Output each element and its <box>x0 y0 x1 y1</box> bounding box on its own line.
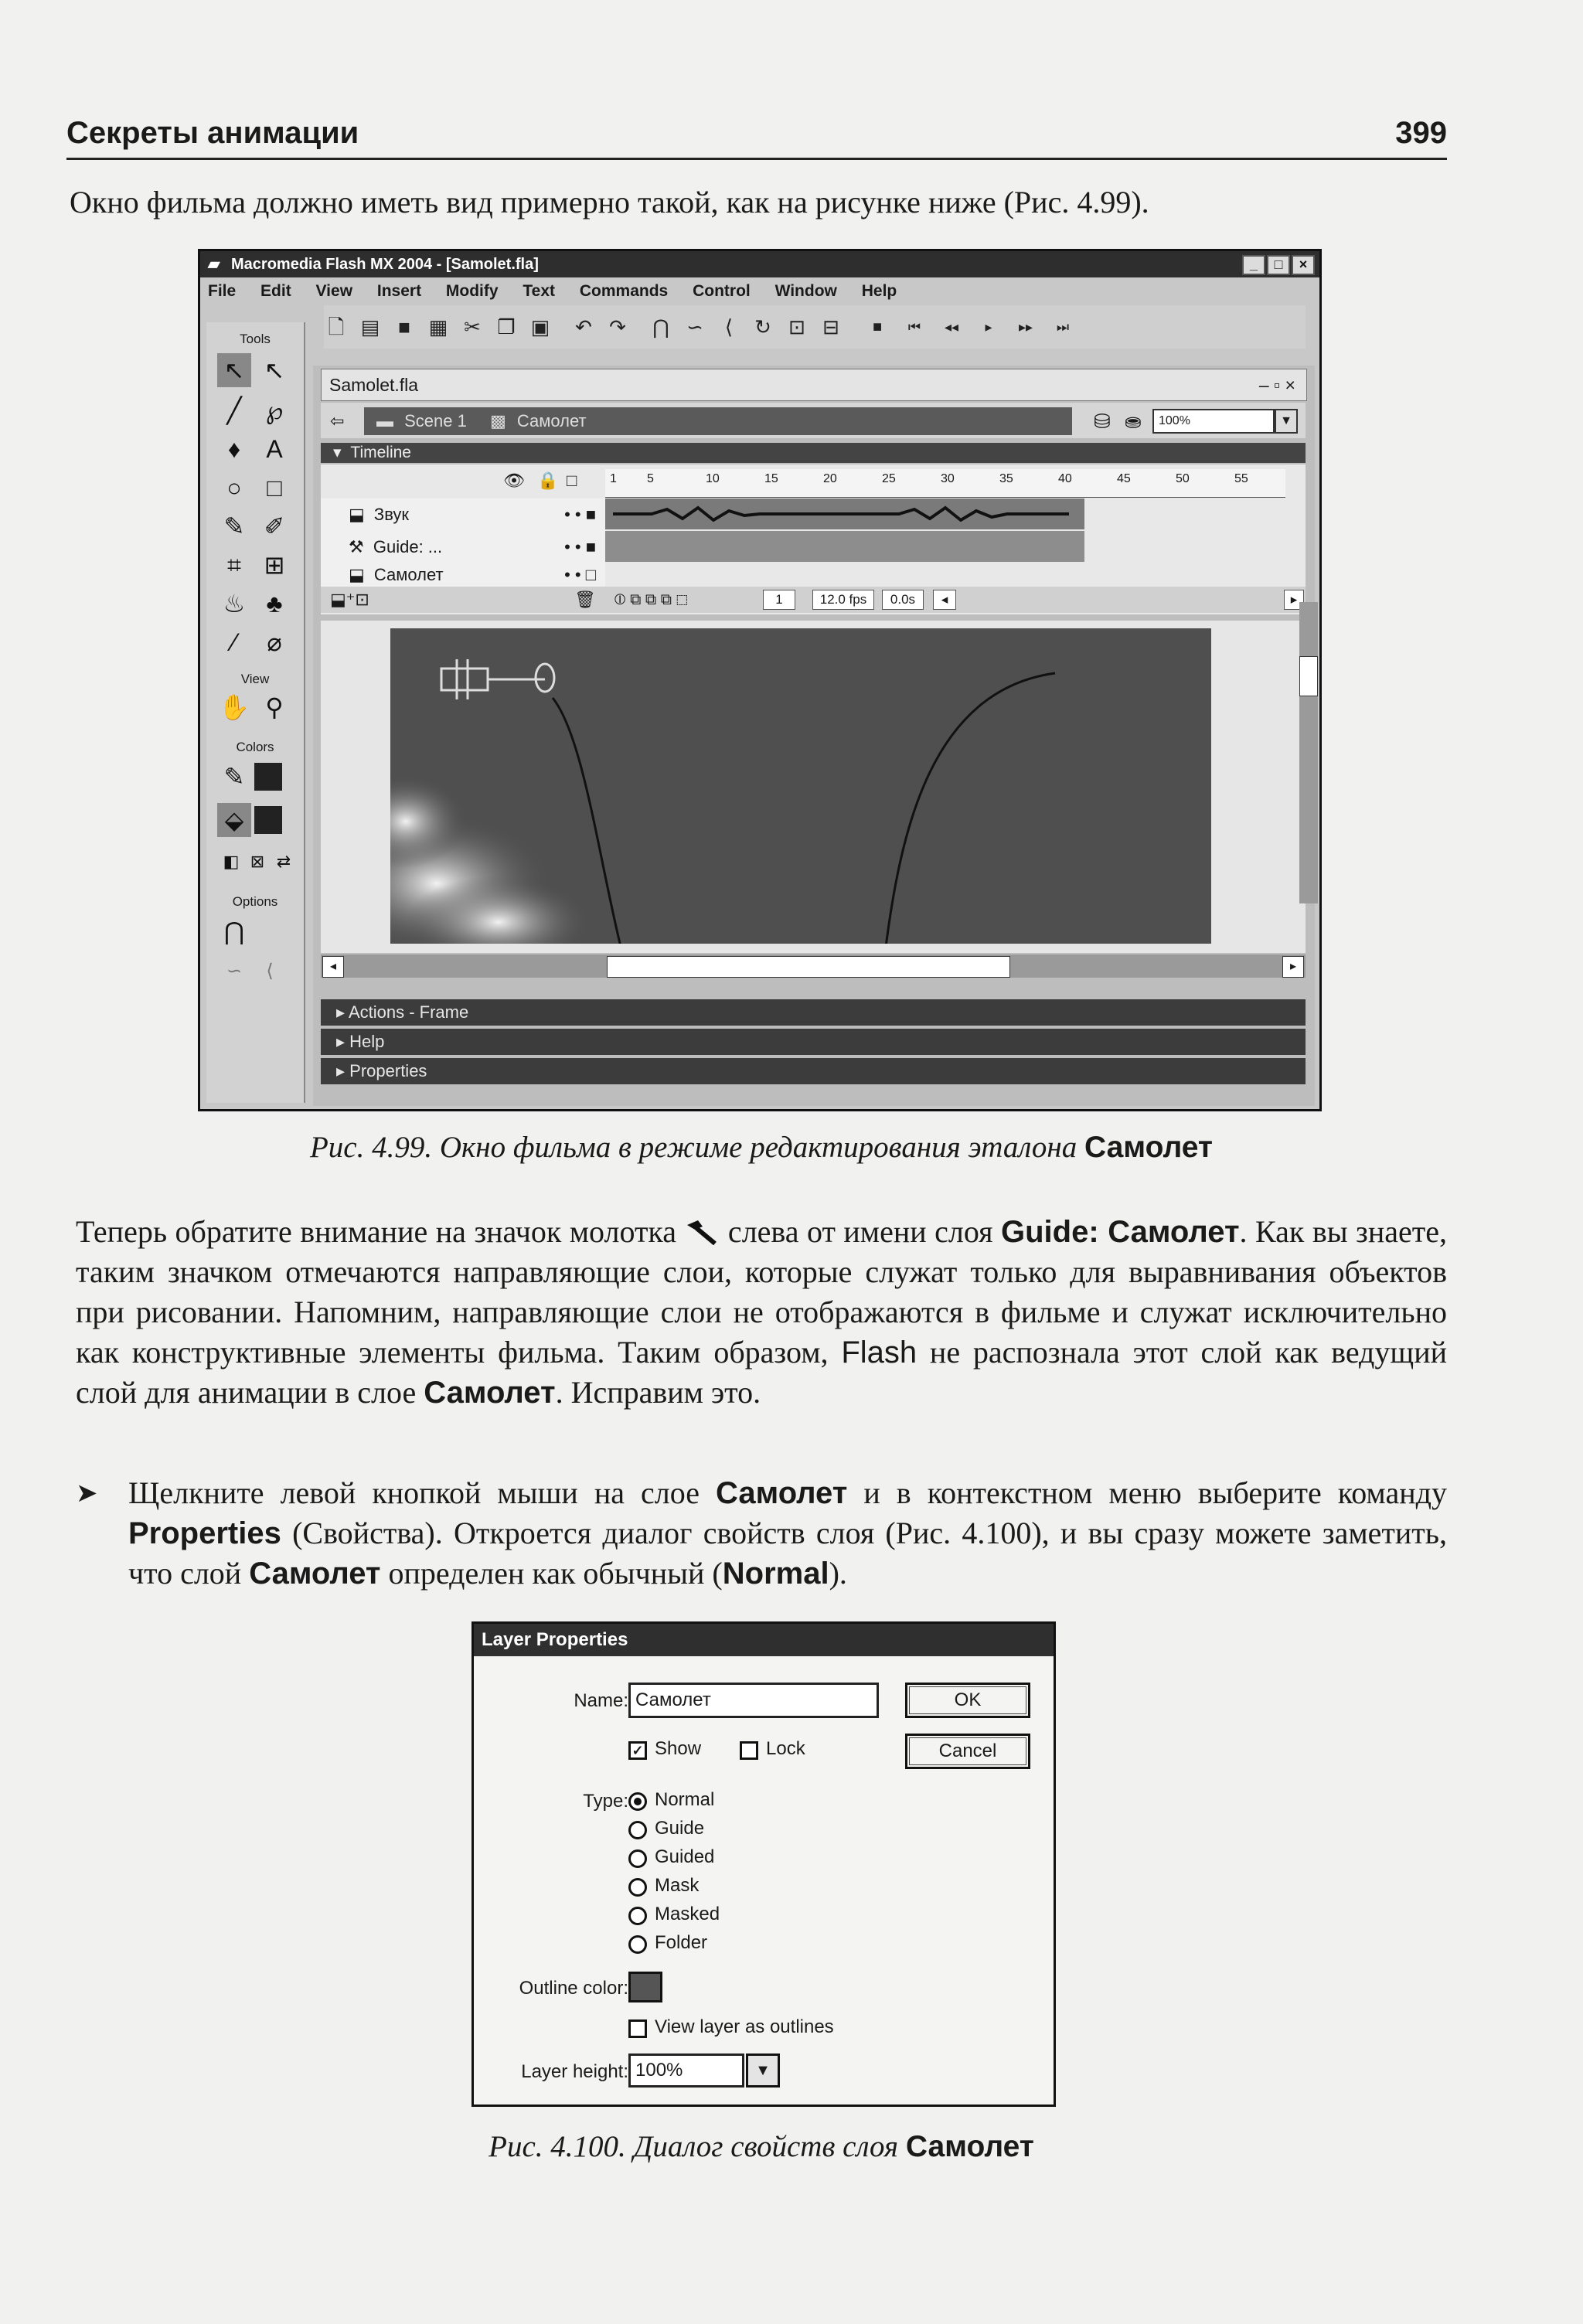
straighten-option-icon[interactable]: ⟨ <box>266 961 274 982</box>
ruler-number: 1 <box>610 472 617 485</box>
type-guided-label: Guided <box>655 1846 715 1867</box>
layer-name: Звук <box>373 505 410 524</box>
panel-label: Actions - Frame <box>348 1002 469 1022</box>
play-icon[interactable]: ▸ <box>985 319 992 335</box>
type-masked-label: Masked <box>655 1904 720 1924</box>
layer-properties-dialog <box>471 1621 1056 2107</box>
edit-scene-icon[interactable]: ⛁ <box>1094 410 1111 433</box>
bold-term: Самолет <box>716 1476 848 1510</box>
onion-skin-icons[interactable]: ⦶ ⧉ ⧉ ⧉ ⬚ <box>614 591 688 608</box>
window-titlebar <box>200 251 1319 277</box>
ruler-number: 40 <box>1058 472 1072 485</box>
ruler-number: 25 <box>882 472 896 485</box>
bold-term: Properties <box>128 1516 281 1550</box>
type-folder-radio[interactable] <box>628 1935 647 1954</box>
horizontal-scrollbar[interactable] <box>321 954 1306 978</box>
layer-name: Guide: ... <box>373 537 443 556</box>
text-run: не распознала этот слой как ведущий слой для анимации в слое <box>76 1335 1448 1410</box>
menu-view[interactable]: View <box>315 282 353 300</box>
lasso-tool-icon[interactable]: ℘ <box>265 396 284 424</box>
menu-commands[interactable]: Commands <box>579 282 669 300</box>
current-frame: 1 <box>763 590 795 610</box>
frame-ruler[interactable] <box>605 469 1285 498</box>
outline-color-swatch[interactable] <box>628 1972 662 2002</box>
window-title: Macromedia Flash MX 2004 - [Samolet.fla] <box>231 256 539 273</box>
chevron-down-icon[interactable]: ▼ <box>1275 409 1298 434</box>
running-head <box>66 114 1447 160</box>
ruler-number: 15 <box>764 472 778 485</box>
scrollbar-thumb[interactable] <box>607 956 1010 978</box>
step-forward-icon[interactable]: ▸▸ <box>1018 319 1033 335</box>
text-run: слева от имени слоя <box>720 1214 1001 1249</box>
flash-window-figure <box>198 249 1322 1111</box>
text-run: . Как вы знаете, таким значком отмечаются направляющие слои, которые служат только для выравнивания объектов при рисовании. Напомним, направляющие слои не отображаются в фильме и служат исключительно как конструктивные элементы фильма. Таким образом, <box>76 1214 1447 1370</box>
options-label: Options <box>232 894 278 909</box>
document-tab-label: Samolet.fla <box>329 375 419 395</box>
figure-caption-4-99 <box>70 1130 1453 1165</box>
layer-row-guide[interactable] <box>321 531 605 564</box>
pen-tool-icon[interactable]: ♦ <box>227 435 241 463</box>
step-back-icon[interactable]: ◂◂ <box>944 319 959 335</box>
chevron-down-icon[interactable]: ▼ <box>746 2053 780 2088</box>
timeline-label: Timeline <box>350 444 411 461</box>
menu-bar <box>208 282 917 304</box>
ruler-number: 5 <box>647 472 654 485</box>
straighten-icon[interactable]: ⟨ <box>724 315 734 339</box>
brush-tool-icon[interactable]: ✐ <box>264 512 285 540</box>
bullet-arrow-icon: ➤ <box>76 1478 98 1509</box>
lock-label: Lock <box>766 1738 805 1759</box>
show-label: Show <box>655 1738 702 1759</box>
hammer-guide-icon: ⚒ <box>349 537 364 556</box>
stop-icon[interactable]: ■ <box>872 318 883 335</box>
stage-artwork <box>390 628 1211 944</box>
breadcrumb-symbol[interactable]: Самолет <box>516 411 587 430</box>
caption-bold: Самолет <box>1084 1131 1214 1164</box>
vertical-scrollbar[interactable] <box>1299 602 1318 903</box>
swap-colors-icon[interactable]: ⇄ <box>276 852 291 871</box>
edit-bar <box>321 403 1306 438</box>
bold-term: Normal <box>722 1557 829 1591</box>
back-arrow-icon[interactable]: ⇦ <box>330 411 345 430</box>
intro-paragraph: Окно фильма должно иметь вид примерно такой, как на рисунке ниже (Рис. 4.99). <box>70 185 1149 219</box>
rotate-icon[interactable]: ↻ <box>754 315 771 339</box>
cut-icon[interactable]: ✂ <box>464 315 481 339</box>
ruler-number: 30 <box>941 472 955 485</box>
scale-icon[interactable]: ⊡ <box>788 315 805 339</box>
snap-magnet-icon[interactable]: ⋂ <box>652 315 669 339</box>
text-run: и в контекстном меню выберите команду <box>847 1475 1447 1510</box>
paint-bucket-tool-icon[interactable]: ♣ <box>266 590 283 618</box>
hand-tool-icon[interactable]: ✋ <box>219 693 250 721</box>
timeline-status-bar <box>321 587 1306 613</box>
ink-bottle-tool-icon[interactable]: ♨ <box>223 590 246 618</box>
panel-actions-frame[interactable]: ▸ Actions - Frame <box>321 999 1306 1026</box>
align-icon[interactable]: ⊟ <box>822 315 839 339</box>
eyedropper-tool-icon[interactable]: ⁄ <box>232 628 237 656</box>
bold-term: Самолет <box>424 1376 556 1410</box>
text-run: . Исправим это. <box>555 1375 761 1410</box>
waveform-graphic <box>605 498 1084 529</box>
page-number: 399 <box>1395 116 1447 150</box>
frame-rate: 12.0 fps <box>812 590 874 610</box>
ruler-number: 35 <box>999 472 1013 485</box>
elapsed-time: 0.0s <box>882 590 924 610</box>
colors-label: Colors <box>236 740 274 754</box>
cancel-button[interactable]: Cancel <box>905 1734 1030 1769</box>
subselect-tool-icon[interactable]: ↖ <box>264 356 285 384</box>
caption-text: Рис. 4.99. Окно фильма в режиме редактирования эталона <box>309 1131 1084 1164</box>
layer-name: Самолет <box>373 565 444 584</box>
type-folder-label: Folder <box>655 1932 708 1953</box>
panel-help[interactable]: ▸ Help <box>321 1029 1306 1055</box>
view-label: View <box>240 672 270 686</box>
bold-term: Самолет <box>249 1557 381 1591</box>
copy-icon[interactable]: ❐ <box>497 315 516 339</box>
menu-window[interactable]: Window <box>774 282 837 300</box>
maximize-icon[interactable]: □ <box>1267 255 1290 275</box>
type-guided-radio[interactable] <box>628 1849 647 1868</box>
panel-properties[interactable]: ▸ Properties <box>321 1058 1306 1084</box>
document-area <box>313 366 1315 1106</box>
text-tool-icon[interactable]: A <box>266 435 283 463</box>
show-checkbox[interactable]: ✓ <box>628 1741 647 1760</box>
menu-edit[interactable]: Edit <box>260 282 291 300</box>
line-tool-icon[interactable]: ╱ <box>226 396 242 424</box>
paste-icon[interactable]: ▣ <box>530 315 550 339</box>
lock-checkbox[interactable] <box>740 1741 758 1760</box>
free-transform-tool-icon[interactable]: ⌗ <box>226 551 242 579</box>
view-outlines-label: View layer as outlines <box>655 2016 834 2037</box>
flash-app-icon: ▰ <box>208 256 220 273</box>
main-toolbar <box>324 305 1306 349</box>
outline-color-label: Outline color: <box>519 1978 628 1999</box>
breadcrumb <box>364 407 1072 435</box>
doc-window-controls-icon[interactable]: – ▫ × <box>1258 375 1295 395</box>
layer-row-plane[interactable] <box>321 563 605 587</box>
layer-state-icons[interactable]: • • □ <box>564 565 596 584</box>
menu-insert[interactable]: Insert <box>376 282 422 300</box>
type-normal-radio[interactable] <box>628 1792 647 1811</box>
layer-row-sound[interactable] <box>321 498 605 532</box>
guide-frames[interactable] <box>605 531 1084 562</box>
smooth-icon[interactable]: ∽ <box>686 315 703 339</box>
ruler-number: 45 <box>1117 472 1131 485</box>
eraser-tool-icon[interactable]: ⌀ <box>267 628 282 656</box>
document-tab[interactable] <box>321 369 1307 401</box>
bullet-item <box>76 1473 1447 1594</box>
bold-term: Guide: Самолет <box>1000 1215 1240 1249</box>
pencil-tool-icon[interactable]: ✎ <box>223 512 245 540</box>
type-guide-radio[interactable] <box>628 1821 647 1839</box>
redo-icon[interactable]: ↷ <box>609 315 626 339</box>
save-icon[interactable]: ■ <box>398 315 410 339</box>
tools-panel <box>206 322 305 1103</box>
type-label: Type: <box>583 1791 628 1812</box>
breadcrumb-scene[interactable]: Scene 1 <box>404 411 467 430</box>
section-title: Секреты анимации <box>66 116 359 150</box>
zoom-select[interactable]: 100% <box>1152 409 1275 434</box>
new-file-icon[interactable]: 🗋 <box>328 315 345 339</box>
menu-control[interactable]: Control <box>693 282 751 300</box>
sound-waveform-frames[interactable] <box>605 498 1084 529</box>
type-guide-label: Guide <box>655 1818 705 1839</box>
oval-tool-icon[interactable]: ○ <box>226 474 242 502</box>
type-normal-label: Normal <box>655 1789 715 1810</box>
symbol-icon: ▩ <box>489 411 506 430</box>
edit-symbol-icon[interactable]: ⛂ <box>1125 410 1142 433</box>
layer-icon: ⬓ <box>349 565 365 584</box>
dialog-title: Layer Properties <box>474 1624 1054 1656</box>
layer-state-icons[interactable]: • • ■ <box>564 537 596 556</box>
text-run: ). <box>829 1556 847 1591</box>
panel-label: Properties <box>349 1061 427 1080</box>
add-layer-icon[interactable]: ⬓⁺⊡ <box>330 590 369 609</box>
stroke-color-swatch[interactable] <box>254 763 282 791</box>
close-icon[interactable]: × <box>1292 255 1315 275</box>
rewind-icon[interactable]: ⏮ <box>907 319 921 335</box>
no-color-icon[interactable]: ⊠ <box>250 852 265 871</box>
zoom-tool-icon[interactable]: ⚲ <box>265 693 284 721</box>
menu-help[interactable]: Help <box>861 282 897 300</box>
ruler-number: 50 <box>1176 472 1190 485</box>
figure-caption-4-100 <box>70 2129 1453 2164</box>
text-run: Теперь обратите внимание на значок молотка <box>76 1214 685 1249</box>
black-white-icon[interactable]: ◧ <box>223 852 240 871</box>
fill-transform-tool-icon[interactable]: ⊞ <box>264 551 285 579</box>
name-input[interactable]: Самолет <box>628 1683 879 1718</box>
ruler-number: 20 <box>823 472 837 485</box>
ruler-number: 10 <box>706 472 720 485</box>
layer-height-label: Layer height: <box>521 2061 628 2082</box>
ruler-number: 55 <box>1234 472 1248 485</box>
text-run: определен как обычный ( <box>380 1556 723 1591</box>
print-icon[interactable]: ▦ <box>428 315 448 339</box>
open-folder-icon[interactable]: ▤ <box>360 315 380 339</box>
menu-text[interactable]: Text <box>523 282 556 300</box>
panel-label: Help <box>349 1032 385 1051</box>
layer-height-select[interactable]: 100% <box>628 2053 744 2088</box>
snap-to-objects-icon[interactable]: ⋂ <box>223 917 245 945</box>
stroke-color-icon[interactable]: ✎ <box>223 763 245 791</box>
scroll-right-icon[interactable]: ▸ <box>1282 956 1304 978</box>
scrollbar-thumb[interactable] <box>1299 656 1318 696</box>
arrow-tool-icon[interactable]: ↖ <box>217 353 251 387</box>
airplane-icon <box>441 659 554 699</box>
ok-button[interactable]: OK <box>905 1683 1030 1718</box>
layer-icon: ⬓ <box>349 505 365 524</box>
scroll-right-icon[interactable]: ▸ <box>1284 590 1304 610</box>
lock-icon[interactable]: 🔒 <box>537 471 559 490</box>
view-outlines-checkbox[interactable] <box>628 2019 647 2038</box>
type-mask-label: Mask <box>655 1875 700 1896</box>
name-label: Name: <box>574 1690 628 1711</box>
text-run: Щелкните левой кнопкой мыши на слое <box>128 1475 717 1510</box>
flash-term: Flash <box>841 1336 917 1370</box>
caption-text: Рис. 4.100. Диалог свойств слоя <box>489 2130 906 2163</box>
undo-icon[interactable]: ↶ <box>575 315 592 339</box>
scene-icon: ▬ <box>376 411 393 430</box>
menu-modify[interactable]: Modify <box>445 282 499 300</box>
rectangle-tool-icon[interactable]: □ <box>267 474 282 502</box>
caption-bold: Самолет <box>905 2130 1034 2163</box>
type-masked-radio[interactable] <box>628 1907 647 1925</box>
minimize-icon[interactable]: _ <box>1242 255 1265 275</box>
timeline-panel <box>321 464 1306 614</box>
type-mask-radio[interactable] <box>628 1878 647 1897</box>
hammer-icon <box>684 1219 720 1245</box>
tools-label: Tools <box>240 332 271 346</box>
scroll-left-icon[interactable]: ◂ <box>322 956 344 978</box>
go-to-end-icon[interactable]: ⏭ <box>1056 319 1070 335</box>
stage[interactable] <box>390 628 1211 944</box>
timeline-header[interactable] <box>321 443 1306 463</box>
fill-color-swatch[interactable] <box>254 806 282 834</box>
layer-state-icons[interactable]: • • ■ <box>564 505 596 524</box>
body-paragraph <box>76 1212 1447 1413</box>
eye-icon[interactable]: 👁 <box>503 471 525 490</box>
scroll-left-icon[interactable]: ◂ <box>933 590 956 610</box>
smooth-option-icon[interactable]: ∽ <box>226 961 243 982</box>
fill-color-icon[interactable]: ⬙ <box>217 803 251 837</box>
stage-frame <box>321 621 1306 953</box>
menu-file[interactable]: File <box>208 282 237 300</box>
collapse-triangle-icon: ▾ <box>333 444 342 461</box>
text-run: (Свойства). Откроется диалог свойств слоя (Рис. 4.100), и вы сразу можете заметить, что слой <box>128 1516 1447 1591</box>
trash-icon[interactable]: 🗑 <box>574 590 596 609</box>
outline-icon[interactable]: □ <box>567 471 577 490</box>
